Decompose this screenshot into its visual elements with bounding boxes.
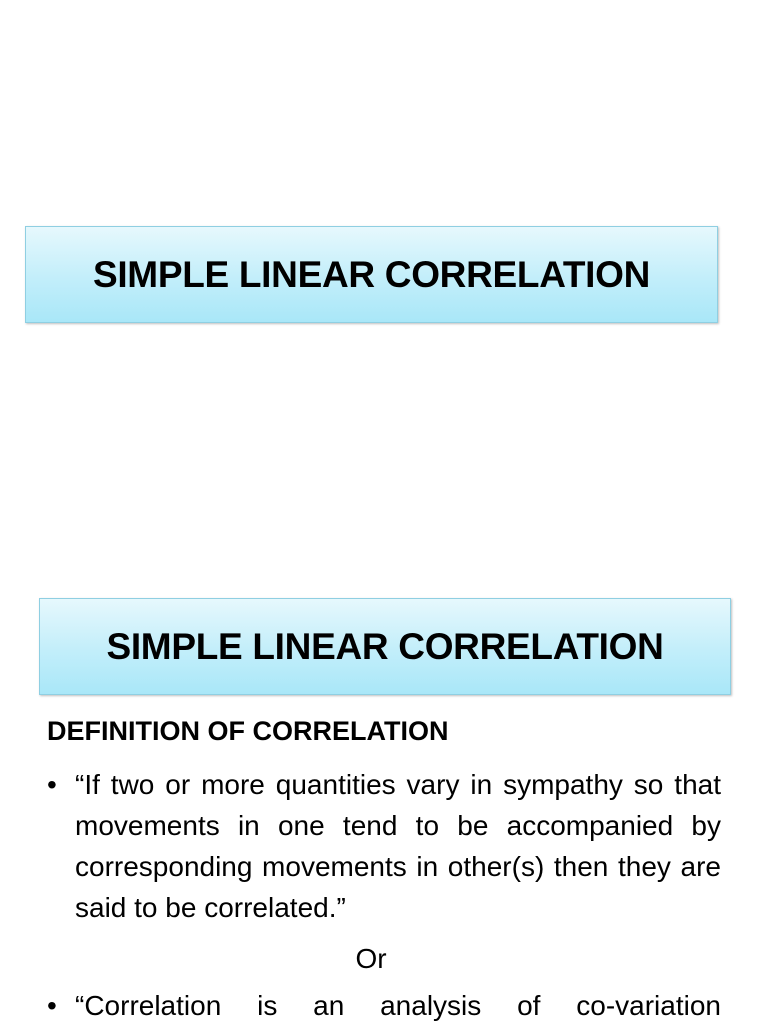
definition-heading: DEFINITION OF CORRELATION	[47, 716, 449, 746]
slide-1-title-box	[25, 226, 718, 323]
bullet-text-1: “If two or more quantities vary in sympathy so that movements in one tend to be accompanied by corresponding movements in other(s) then they are said to be correlated.”	[75, 769, 721, 923]
bullet-icon: •	[47, 990, 57, 1021]
slide-2-title: SIMPLE LINEAR CORRELATION	[106, 625, 664, 667]
slide-2-title-box	[39, 598, 731, 695]
slide-1-title: SIMPLE LINEAR CORRELATION	[92, 253, 651, 295]
bullet-item-1	[47, 764, 721, 928]
or-separator: Or	[355, 943, 387, 974]
bullet-item-2	[47, 985, 721, 1026]
bullet-text-2: “Correlation is an analysis of co-variation	[75, 990, 721, 1021]
bullet-icon: •	[47, 769, 57, 800]
